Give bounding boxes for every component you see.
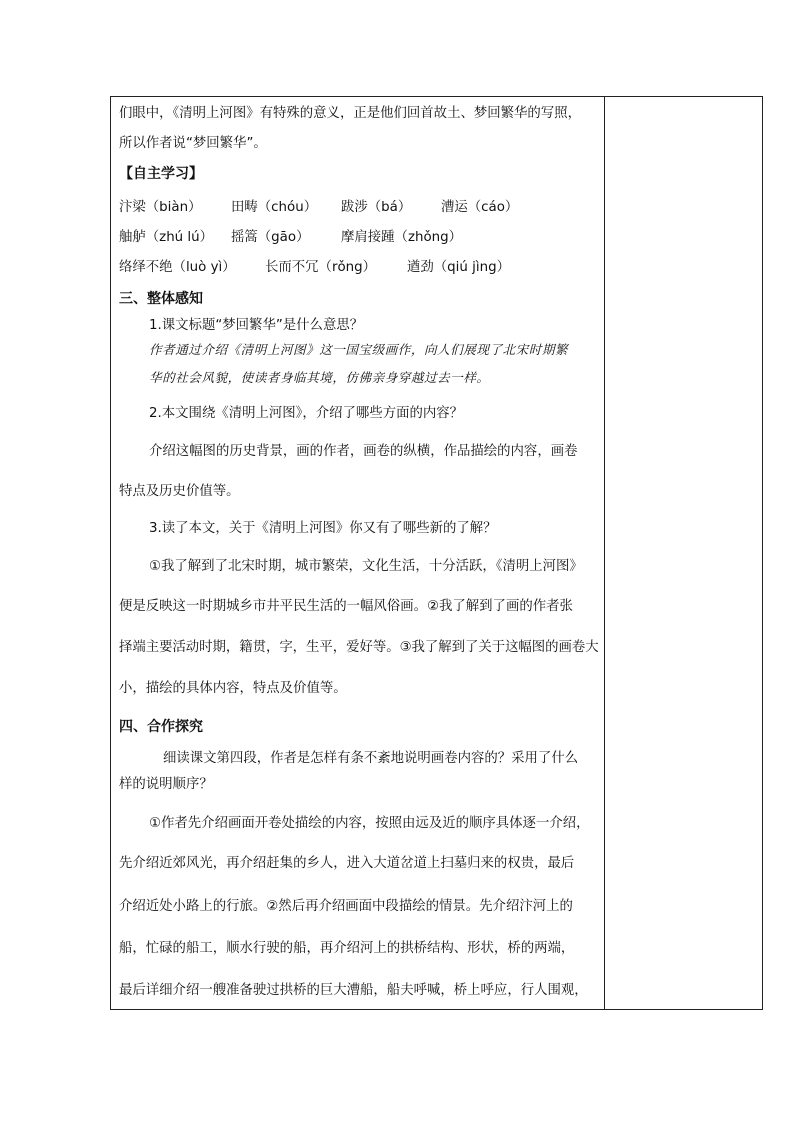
vocab-item: 舳舻（zhú lú） <box>119 230 214 245</box>
intro-line-1: 们眼中，《清明上河图》有特殊的意义，正是他们回首故土、梦回繁华的写照， <box>119 106 581 121</box>
vocab-item: 长而不冗（rǒng） <box>265 260 377 275</box>
vocab-item: 田畴（chóu） <box>231 200 318 215</box>
answer-1-line-2: 华的社会风貌，使读者身临其境，仿佛亲身穿越过去一样。 <box>149 370 490 385</box>
answer-2-line-1: 介绍这幅图的历史背景，画的作者，画卷的纵横，作品描绘的内容，画卷 <box>149 444 578 459</box>
vocab-item: 漕运（cáo） <box>441 200 519 215</box>
question-3: 3.读了本文，关于《清明上河图》你又有了哪些新的了解？ <box>149 521 497 536</box>
answer-3-line-4: 小，描绘的具体内容，特点及价值等。 <box>119 681 347 696</box>
section4-heading: 四、合作探究 <box>119 719 203 735</box>
question-1: 1.课文标题“梦回繁华”是什么意思？ <box>149 318 364 333</box>
vocab-item: 汴梁（biàn） <box>119 200 202 215</box>
answer-1-line-1: 作者通过介绍《清明上河图》这一国宝级画作，向人们展现了北宋时期繁 <box>149 342 568 357</box>
vocab-item: 摩肩接踵（zhǒng） <box>341 230 463 245</box>
self-study-heading: 【自主学习】 <box>119 166 203 182</box>
answer-2-line-2: 特点及历史价值等。 <box>119 484 240 499</box>
intro-line-2: 所以作者说“梦回繁华”。 <box>119 136 267 151</box>
notes-cell <box>605 97 762 1009</box>
answer-3-line-3: 择端主要活动时期，籍贯，字，生平，爱好等。③我了解到了关于这幅图的画卷大 <box>119 640 599 655</box>
answer-3-line-2: 便是反映这一时期城乡市井平民生活的一幅风俗画。②我了解到了画的作者张 <box>119 599 573 614</box>
exploration-answer-line-3: 介绍近处小路上的行旅。②然后再介绍画面中段描绘的情景。先介绍汴河上的 <box>119 899 573 914</box>
section3-heading: 三、整体感知 <box>119 291 203 307</box>
vocab-item: 遒劲（qiú jìng） <box>407 260 510 275</box>
exploration-answer-line-2: 先介绍近郊风光，再介绍赶集的乡人，进入大道岔道上扫墓归来的权贵，最后 <box>119 856 575 871</box>
lesson-table <box>110 96 763 1010</box>
vocab-item: 摇篙（gāo） <box>231 230 310 245</box>
question-2: 2.本文围绕《清明上河图》，介绍了哪些方面的内容？ <box>149 406 464 421</box>
vocab-item: 跋涉（bá） <box>341 200 412 215</box>
answer-3-line-1: ①我了解到了北宋时期，城市繁荣，文化生活，十分活跃，《清明上河图》 <box>149 559 583 574</box>
exploration-answer-line-4: 船，忙碌的船工，顺水行驶的船，再介绍河上的拱桥结构、形状，桥的两端， <box>119 941 575 956</box>
exploration-question-line-2: 样的说明顺序？ <box>119 777 213 792</box>
exploration-answer-line-5: 最后详细介绍一艘准备驶过拱桥的巨大漕船，船夫呼喊，桥上呼应，行人围观， <box>119 983 588 998</box>
exploration-answer-line-1: ①作者先介绍画面开卷处描绘的内容，按照由远及近的顺序具体逐一介绍， <box>149 816 590 831</box>
vocab-item: 络绎不绝（luò yì） <box>119 260 236 275</box>
exploration-question-line-1: 细读课文第四段，作者是怎样有条不紊地说明画卷内容的？采用了什么 <box>163 751 579 766</box>
